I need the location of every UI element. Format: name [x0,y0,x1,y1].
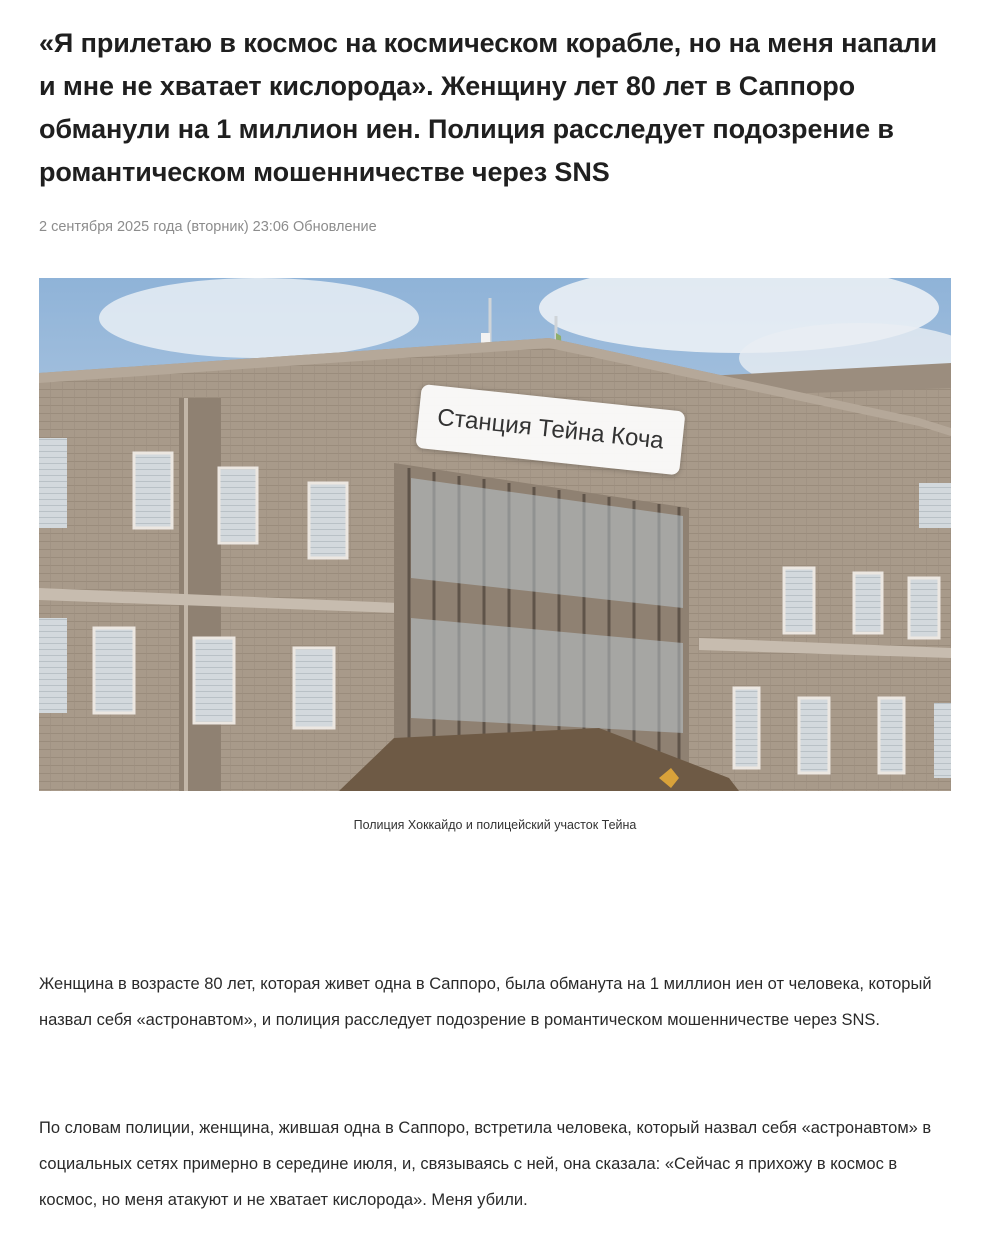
article-paragraph: По словам полиции, женщина, жившая одна в Саппоро, встретила человека, который назвал себя «астронавтом» в социальных сетях примерно в середине июля, и, связываясь с ней, она сказала: «Сейчас я прихожу в космос в космос, но меня атакуют и не хватает кислорода». Меня убили. [39,1119,932,1209]
article-headline: «Я прилетаю в космос на космическом корабле, но на меня напали и мне не хватает кислорода». Женщину лет 80 лет в Саппоро обманули на 1 миллион иен. Полиция расследует подозрение в романтическом мошенничестве через SNS [39,28,937,187]
police-station-photo [39,278,951,791]
article-paragraph: Женщина в возрасте 80 лет, которая живет одна в Саппоро, была обманута на 1 миллион иен от человека, который назвал себя «астронавтом», и полиция расследует подозрение в романтическом мошенничестве через SNS. [39,975,932,1029]
photo-location-text: Станция Тейна Коча [435,403,666,455]
article-photo [39,278,951,791]
news-article [39,22,951,194]
article-dateline: 2 сентября 2025 года (вторник) 23:06 Обновление [39,219,377,235]
photo-caption: Полиция Хоккайдо и полицейский участок Тейна [353,818,637,832]
